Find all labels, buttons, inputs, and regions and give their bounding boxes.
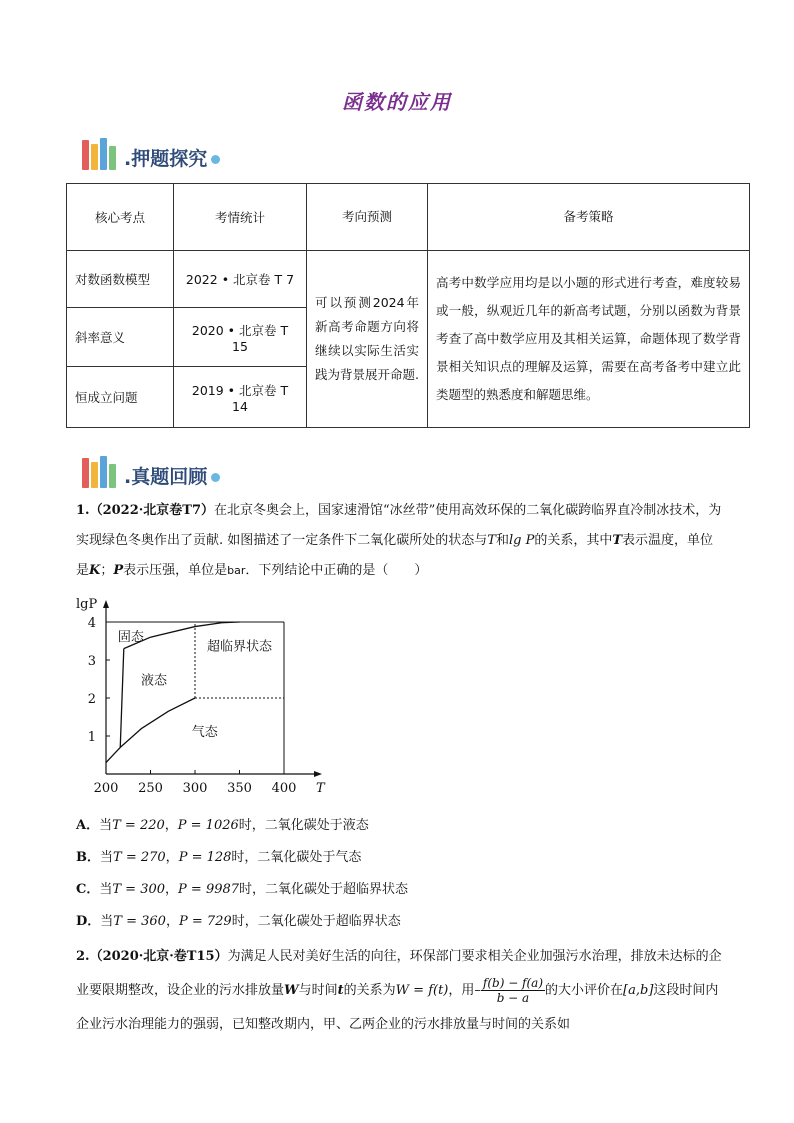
question-1-stem: [76, 496, 722, 586]
x-axis-label: T: [316, 781, 325, 796]
option-text: ，: [165, 914, 179, 929]
page-title: 函数的应用: [342, 90, 452, 114]
option-a[interactable]: [76, 814, 369, 833]
question-number: 2.: [76, 949, 90, 964]
option-text: ，: [165, 850, 179, 865]
math-var: lg P: [508, 533, 535, 548]
option-math: T = 270: [113, 850, 166, 865]
option-text: 时，二氧化碳处于气态: [231, 850, 362, 865]
math-var: P: [113, 563, 124, 578]
option-text: 当: [100, 914, 114, 929]
option-text: ，: [165, 882, 179, 897]
option-math: P = 1026: [177, 818, 239, 833]
header-stat: 考情统计: [174, 184, 307, 251]
option-math: P = 729: [178, 914, 232, 929]
question-text: 的大小评价在: [545, 983, 624, 998]
question-source: （2020·北京·卷T15）: [89, 949, 228, 964]
series-line-1: [120, 649, 124, 748]
option-math: T = 220: [112, 818, 165, 833]
option-math: P = 9987: [178, 882, 240, 897]
y-tick-label: 1: [87, 730, 96, 745]
x-tick-label: 350: [227, 781, 252, 796]
y-axis-arrow: [103, 600, 109, 608]
option-d[interactable]: [76, 910, 401, 929]
option-key: A．: [76, 818, 100, 833]
question-text: 的关系，其中: [534, 533, 613, 548]
y-tick-label: 2: [87, 692, 96, 707]
math-var: T: [612, 533, 623, 548]
series-line-0: [106, 698, 195, 763]
region-label: 气态: [191, 725, 218, 740]
option-key: D．: [76, 914, 101, 929]
option-text: 时，二氧化碳处于超临界状态: [239, 882, 409, 897]
option-key: B．: [76, 850, 100, 865]
exam-analysis-table: [66, 183, 750, 428]
option-text: 当: [99, 818, 113, 833]
books-icon: [82, 456, 118, 488]
header-forecast: 考向预测: [307, 184, 428, 251]
option-c[interactable]: [76, 878, 408, 897]
header-topic: 核心考点: [67, 184, 174, 251]
header-strategy: 备考策略: [428, 184, 750, 251]
math-var: t: [337, 983, 344, 998]
region-label: 超临界状态: [206, 639, 273, 655]
co2-phase-chart: [66, 594, 336, 810]
region-label: 液态: [141, 673, 168, 689]
option-key: C．: [76, 882, 100, 897]
unit-text: bar: [227, 564, 246, 577]
topic-cell: 恒成立问题: [67, 367, 174, 428]
option-text: 当: [99, 882, 113, 897]
option-text: 时，二氧化碳处于液态: [238, 818, 369, 833]
question-text: ．下列结论中正确的是（ ）: [245, 563, 428, 578]
question-text: 与时间: [298, 983, 338, 998]
y-tick-label: 3: [87, 654, 96, 669]
strategy-cell: 高考中数学应用均是以小题的形式进行考查，难度较易或一般，纵观近几年的新高考试题，分别以函数为背景考查了高中数学应用及其相关运算，命题体现了数学背景相关知识点的理解及运算，需要在高考备考中建立此类题型的熟悉度和解题思维。: [428, 251, 750, 428]
table-header-row: [67, 184, 750, 251]
option-text: ，: [164, 818, 178, 833]
section-label-predict: .押题探究: [124, 148, 208, 170]
option-math: T = 300: [112, 882, 166, 897]
x-tick-label: 400: [271, 781, 297, 796]
math-var: T: [487, 533, 496, 548]
x-axis-arrow: [314, 771, 322, 777]
topic-cell: 斜率意义: [67, 308, 174, 367]
stat-cell: 2022 • 北京卷 T 7: [174, 251, 307, 308]
topic-cell: 对数函数模型: [67, 251, 174, 308]
y-tick-label: 4: [87, 616, 96, 631]
section-header-predict: [82, 134, 220, 170]
option-text: 当: [100, 850, 114, 865]
y-axis-label: lgP: [76, 597, 98, 612]
table-row: [67, 251, 750, 308]
fraction-denominator: b − a: [496, 991, 530, 1005]
forecast-cell: 可以预测2024年新高考命题方向将继续以实际生活实践为背景展开命题.: [307, 251, 428, 428]
question-text: 这段时间内企业污水治理能力的强弱，已知整改期内，甲、乙两企业的污水排放量与时间的关系如: [76, 983, 719, 1032]
math-formula: W = f(t): [395, 983, 449, 998]
question-text: 表示压强，单位是: [123, 563, 228, 578]
bullet-dot-icon: [211, 155, 220, 164]
stat-cell: 2020 • 北京卷 T 15: [174, 308, 307, 367]
question-text: 的关系为: [343, 983, 396, 998]
section-label-review: .真题回顾: [124, 466, 208, 488]
question-text: 在北京冬奥会上，国家速滑馆“冰丝带”使用高效环保的二氧化碳跨临界直冷制冰技术，为实现绿色冬奥作出了贡献. 如图描述了一定条件下二氧化碳所处的状态与: [76, 503, 722, 548]
question-text: ；: [100, 563, 114, 578]
math-interval: [a,b]: [623, 983, 654, 998]
x-tick-label: 200: [93, 781, 119, 796]
region-label: 固态: [117, 630, 144, 645]
question-number: 1.: [76, 503, 90, 518]
question-text: 为满足人民对美好生活的向往，环保部门要求相关企业加强污水治理，排放未达标的企业要限期整改，设企业的污水排放量: [76, 949, 722, 998]
math-var: K: [89, 563, 101, 578]
books-icon: [82, 138, 118, 170]
fraction: [481, 976, 545, 1005]
option-b[interactable]: [76, 846, 361, 865]
question-text: 和: [495, 533, 509, 548]
option-text: 时，二氧化碳处于超临界状态: [231, 914, 401, 929]
question-text: 表示温度，单位是: [76, 533, 714, 578]
fraction-numerator: f(b) − f(a): [482, 976, 544, 990]
question-2-stem: 2.（2020·北京·卷T15）为满足人民对美好生活的向往，环保部门要求相关企业加强污水治理，排放未达标的企业要限期整改，设企业的污水排放量W与时间t的关系为W = f(t)，用– $\frac{f(b) - f(a)}{b - a}$ 的大小评价在[a,b]这段时间内企业污水治理能力的强弱，已知整改期内，甲、乙两企业的污水排放量与时间的关系如: [76, 949, 722, 1032]
math-var: W: [284, 983, 299, 998]
x-tick-label: 300: [182, 781, 208, 796]
stat-cell: 2019 • 北京卷 T 14: [174, 367, 307, 428]
option-math: T = 360: [113, 914, 166, 929]
option-math: P = 128: [178, 850, 232, 865]
question-source: （2022·北京卷T7）: [89, 503, 215, 518]
bullet-dot-icon: [211, 473, 220, 482]
x-tick-label: 250: [138, 781, 163, 796]
section-header-review: [82, 452, 220, 488]
question-text: ，用: [448, 983, 475, 998]
